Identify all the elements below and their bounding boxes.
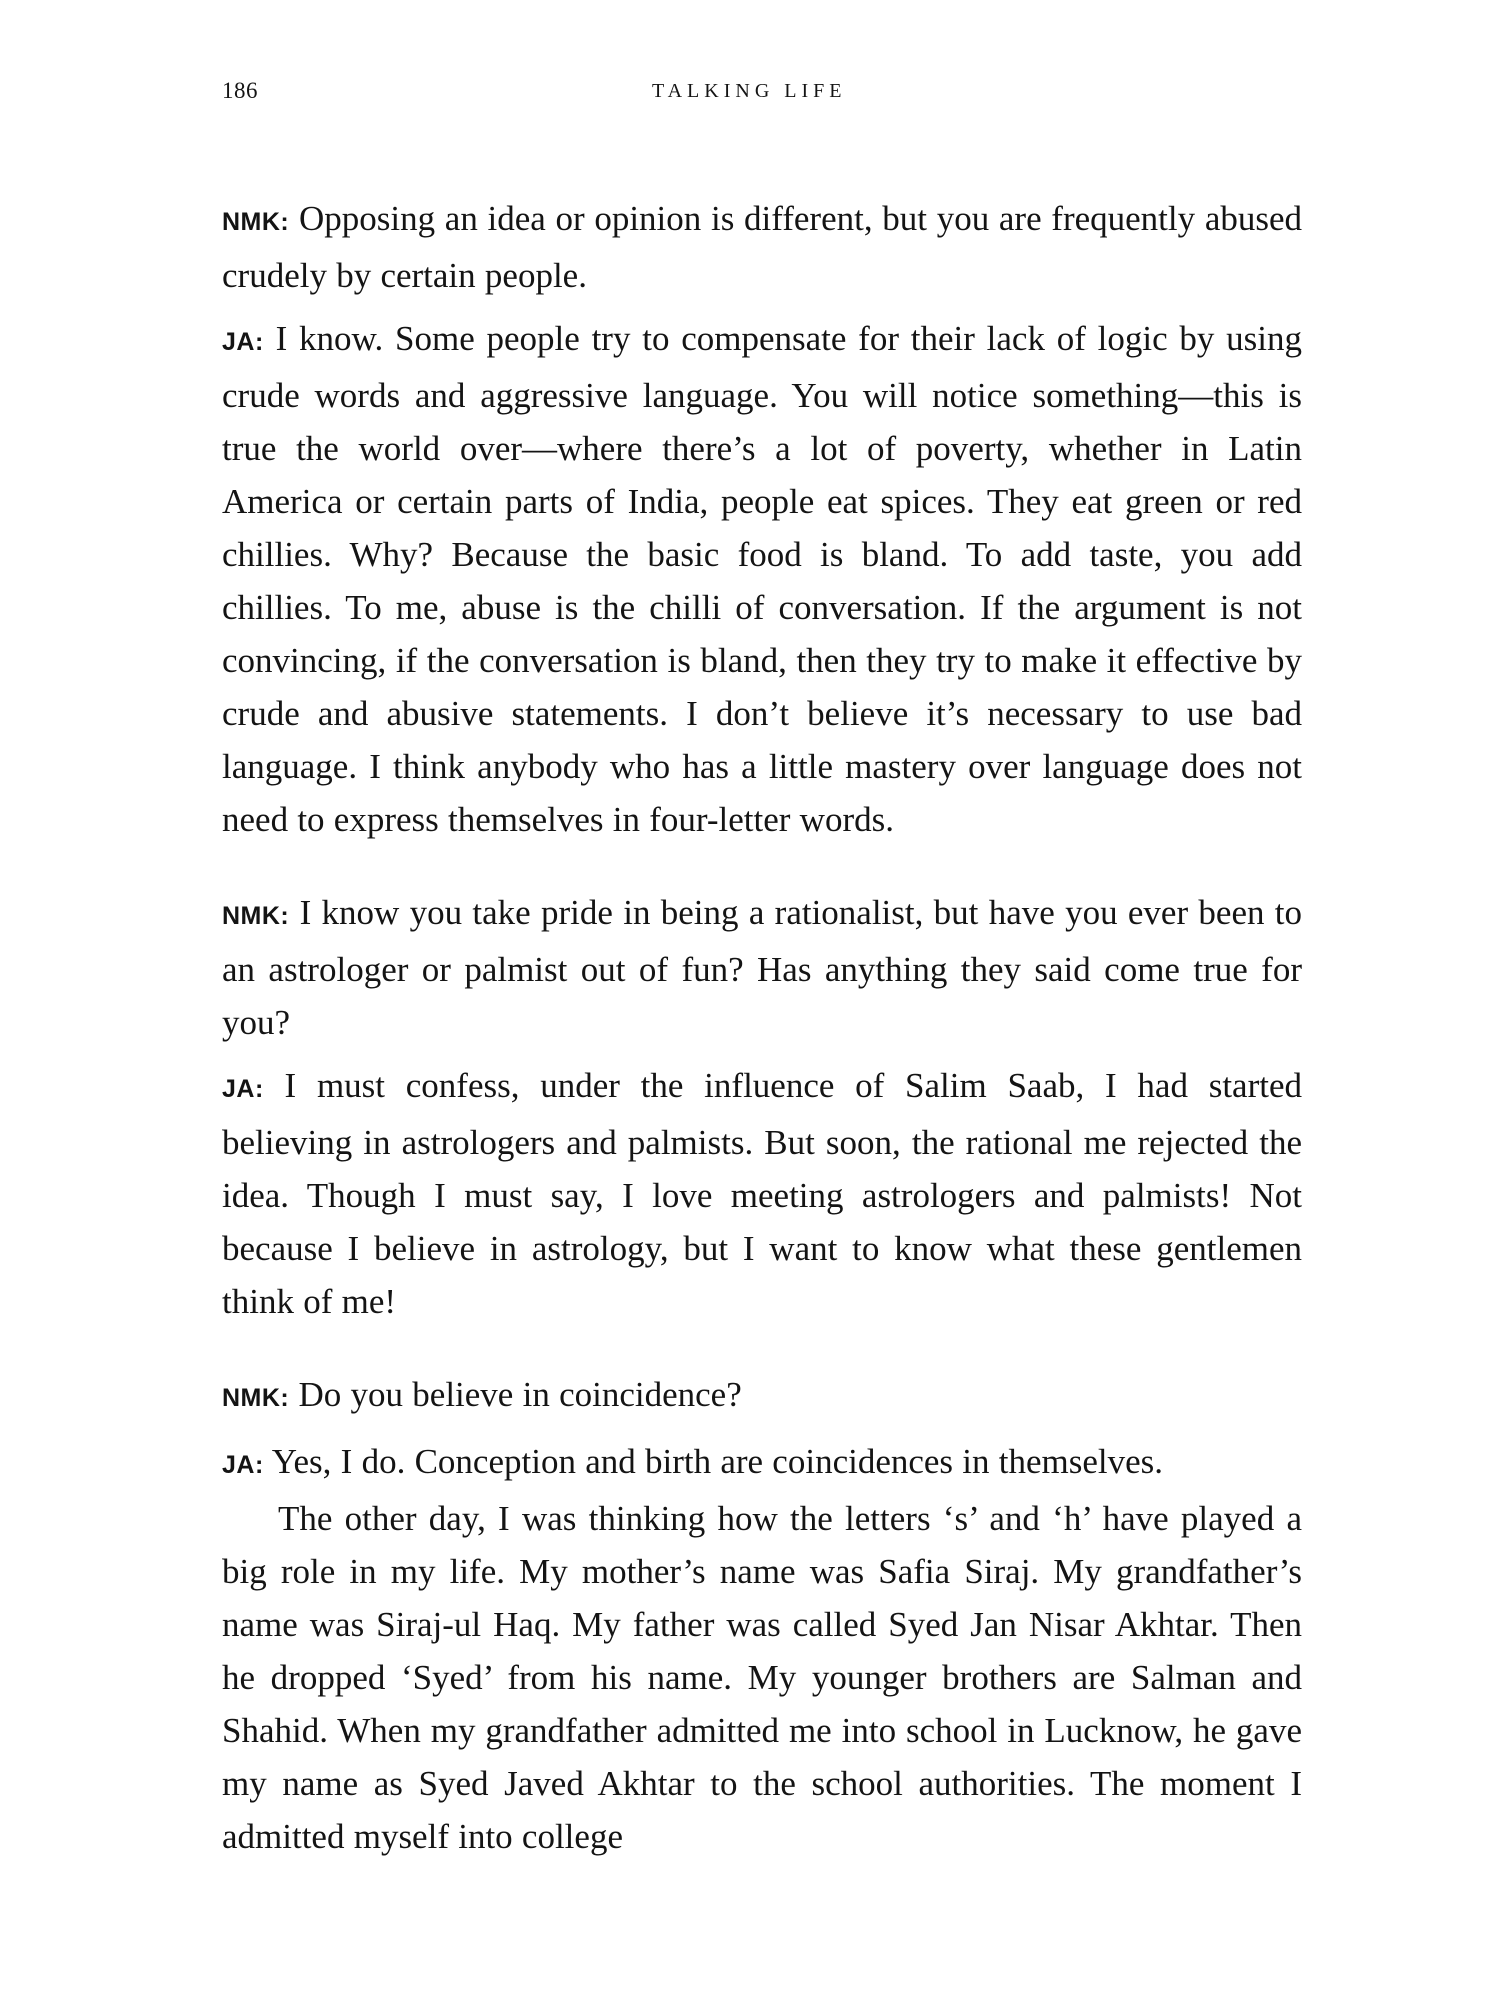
page-header	[222, 78, 1302, 108]
answer-text: I must confess, under the influence of Salim Saab, I had started believing in astrologers and palmists. But soon, the rational me rejected the idea. Though I must say, I love meeting astrologers and palmists! Not because I believe in astrology, but I want to know what these gentlemen think of me!	[222, 1066, 1302, 1321]
answer-continuation-paragraph: The other day, I was thinking how the letters ‘s’ and ‘h’ have played a big role in my life. My mother’s name was Safia Siraj. My grandfather’s name was Siraj-ul Haq. My father was called Syed Jan Nisar Akhtar. Then he dropped ‘Syed’ from his name. My younger brothers are Salman and Shahid. When my grandfather admitted me into school in Lucknow, he gave my name as Syed Javed Akhtar to the school authorities. The moment I admitted myself into college	[222, 1499, 1302, 1856]
answer-paragraph	[222, 1059, 1302, 1328]
question-paragraph	[222, 886, 1302, 1049]
question-text: Opposing an idea or opinion is different, but you are frequently abused crudely by certain people.	[222, 199, 1303, 295]
question-text: Do you believe in coincidence?	[298, 1375, 742, 1414]
exchange-astrology	[222, 886, 1302, 1328]
speaker-label: JA:	[222, 1451, 264, 1479]
answer-text: Yes, I do. Conception and birth are coincidences in themselves.	[271, 1442, 1164, 1481]
question-paragraph	[222, 1368, 1302, 1425]
speaker-label: NMK:	[222, 1384, 290, 1412]
page-body	[222, 192, 1302, 1903]
speaker-label: JA:	[222, 1075, 264, 1103]
speaker-label: NMK:	[222, 208, 290, 236]
exchange-abuse	[222, 192, 1302, 846]
question-paragraph	[222, 192, 1302, 302]
speaker-label: NMK:	[222, 902, 290, 930]
page-number: 186	[222, 78, 258, 103]
running-title: TALKING LIFE	[652, 80, 847, 102]
answer-paragraph	[222, 312, 1302, 846]
speaker-label: JA:	[222, 328, 264, 356]
answer-text: I know. Some people try to compensate for their lack of logic by using crude words and aggressive language. You will notice something—this is true the world over—where there’s a lot of poverty, whether in Latin America or certain parts of India, people eat spices. They eat green or red chillies. Why? Because the basic food is bland. To add taste, you add chillies. To me, abuse is the chilli of conversation. If the argument is not convincing, if the conversation is bland, then they try to make it effective by crude and abusive statements. I don’t believe it’s necessary to use bad language. I think anybody who has a little mastery over language does not need to express themselves in four-letter words.	[222, 319, 1303, 839]
exchange-coincidence	[222, 1368, 1302, 1863]
answer-paragraph	[222, 1435, 1302, 1492]
question-text: I know you take pride in being a rationalist, but have you ever been to an astrologer or palmist out of fun? Has anything they said come true for you?	[222, 893, 1303, 1042]
